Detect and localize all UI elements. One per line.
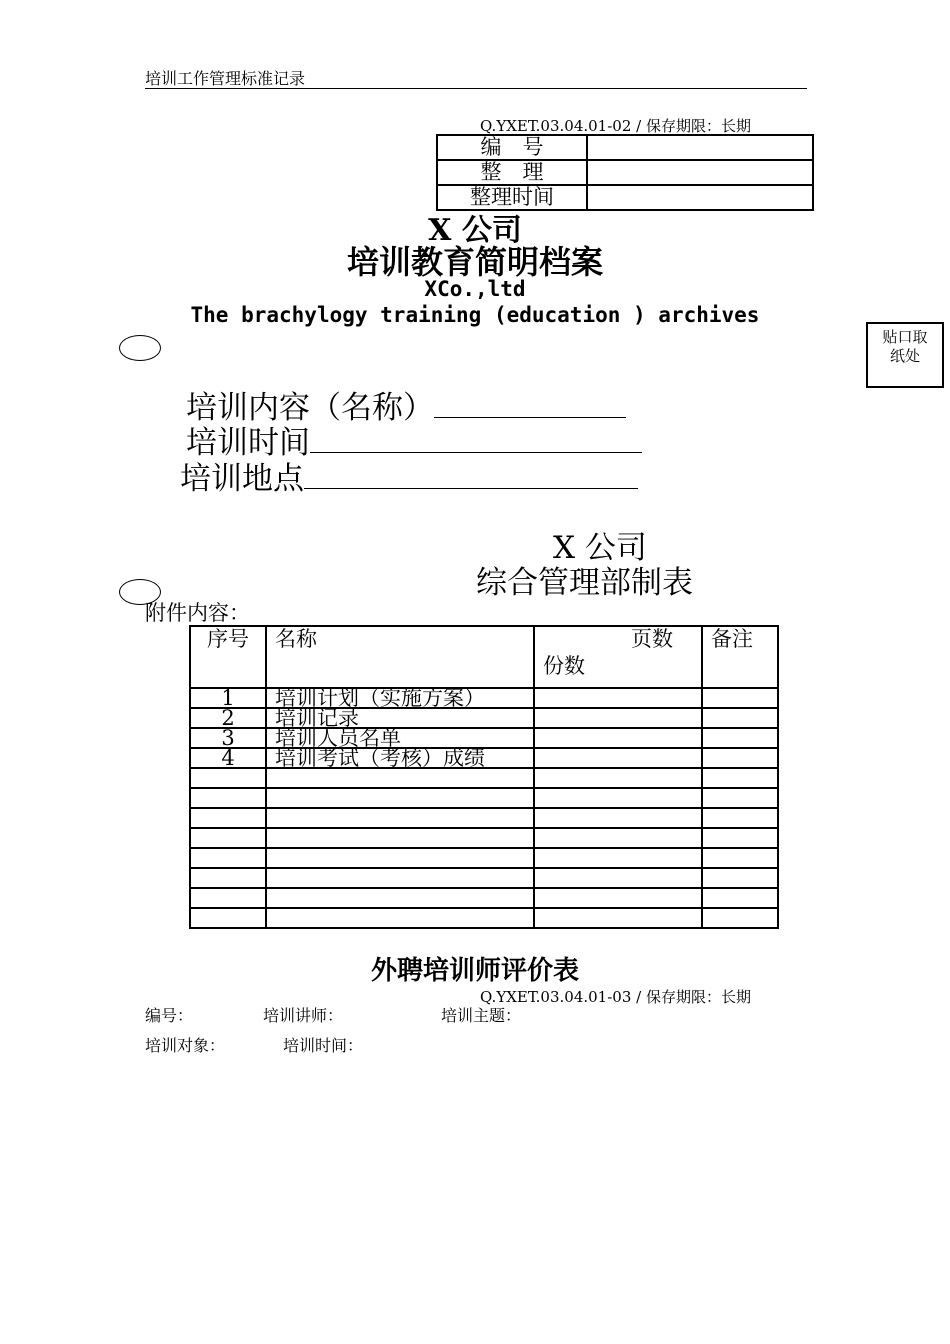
row-no: 4 bbox=[190, 748, 266, 768]
evaluation-code: Q.YXET.03.04.01-03 / 保存期限：长期 bbox=[480, 988, 751, 1006]
info-row-organizer bbox=[437, 160, 813, 185]
row-no: 2 bbox=[190, 708, 266, 728]
attachments-label: 附件内容： bbox=[145, 601, 250, 625]
info-label-organizer: 整 理 bbox=[437, 160, 587, 185]
row-name: 培训考试（考核）成绩 bbox=[266, 748, 534, 768]
row-pages bbox=[534, 708, 702, 728]
row-no: 1 bbox=[190, 688, 266, 708]
field-training-place-line bbox=[304, 462, 638, 489]
page-header-title: 培训工作管理标准记录 bbox=[145, 69, 306, 88]
info-row-date bbox=[437, 185, 813, 210]
maker-dept: 综合管理部制表 bbox=[476, 565, 693, 601]
cover-company: X 公司 bbox=[428, 213, 522, 248]
row-pages bbox=[534, 688, 702, 708]
info-value-number bbox=[587, 135, 813, 160]
table-row-empty bbox=[190, 808, 778, 828]
row-remark bbox=[702, 708, 778, 728]
maker-company: X 公司 bbox=[553, 530, 647, 566]
info-table bbox=[436, 134, 814, 211]
table-row-empty bbox=[190, 888, 778, 908]
info-label-date: 整理时间 bbox=[437, 185, 587, 210]
header-pages-copies bbox=[534, 626, 702, 688]
row-pages bbox=[534, 728, 702, 748]
table-row-empty bbox=[190, 848, 778, 868]
field-training-time bbox=[186, 425, 642, 461]
info-value-organizer bbox=[587, 160, 813, 185]
header-copies: 份数 bbox=[543, 654, 585, 678]
header-name: 名称 bbox=[266, 626, 534, 688]
table-row-empty bbox=[190, 868, 778, 888]
cover-title: 培训教育简明档案 bbox=[346, 243, 603, 281]
field-training-time-label: 培训时间 bbox=[186, 425, 310, 461]
field-training-content-label: 培训内容（名称） bbox=[186, 390, 434, 426]
field-training-content bbox=[186, 390, 626, 426]
eval-number-label: 编号： bbox=[145, 1006, 194, 1025]
row-remark bbox=[702, 728, 778, 748]
info-label-number: 编 号 bbox=[437, 135, 587, 160]
row-remark bbox=[702, 688, 778, 708]
row-name: 培训记录 bbox=[266, 708, 534, 728]
header-rule bbox=[145, 88, 807, 89]
field-training-place-label: 培训地点 bbox=[180, 461, 304, 497]
info-value-date bbox=[587, 185, 813, 210]
cover-company-en: XCo.,ltd bbox=[424, 277, 526, 301]
eval-audience-label: 培训对象： bbox=[145, 1036, 226, 1055]
row-no: 3 bbox=[190, 728, 266, 748]
sticker-line-1: 贴口取 bbox=[882, 328, 928, 346]
info-row-number bbox=[437, 135, 813, 160]
form-code: Q.YXET.03.04.01-02 / 保存期限：长期 bbox=[480, 117, 751, 135]
table-row-empty bbox=[190, 908, 778, 928]
row-remark bbox=[702, 748, 778, 768]
field-training-time-line bbox=[310, 426, 642, 453]
row-pages bbox=[534, 748, 702, 768]
header-pages: 页数 bbox=[631, 627, 673, 651]
table-row bbox=[190, 708, 778, 728]
attachments-table bbox=[189, 625, 779, 929]
header-no: 序号 bbox=[190, 626, 266, 688]
tab-sticker-box bbox=[866, 322, 944, 388]
row-name: 培训计划（实施方案） bbox=[266, 688, 534, 708]
sticker-line-2: 纸处 bbox=[889, 347, 920, 365]
eval-time-label: 培训时间： bbox=[283, 1036, 364, 1055]
field-training-content-line bbox=[434, 391, 626, 418]
eval-trainer-label: 培训讲师： bbox=[263, 1006, 344, 1025]
table-row bbox=[190, 688, 778, 708]
table-row bbox=[190, 728, 778, 748]
attachments-header-row bbox=[190, 626, 778, 688]
eval-topic-label: 培训主题： bbox=[441, 1006, 522, 1025]
row-name: 培训人员名单 bbox=[266, 728, 534, 748]
binding-hole-top bbox=[119, 335, 161, 361]
table-row bbox=[190, 748, 778, 768]
header-remark: 备注 bbox=[702, 626, 778, 688]
field-training-place bbox=[180, 461, 638, 497]
cover-title-en: The brachylogy training (education ) archives bbox=[190, 303, 760, 327]
table-row-empty bbox=[190, 768, 778, 788]
table-row-empty bbox=[190, 828, 778, 848]
evaluation-title: 外聘培训师评价表 bbox=[370, 956, 579, 986]
table-row-empty bbox=[190, 788, 778, 808]
